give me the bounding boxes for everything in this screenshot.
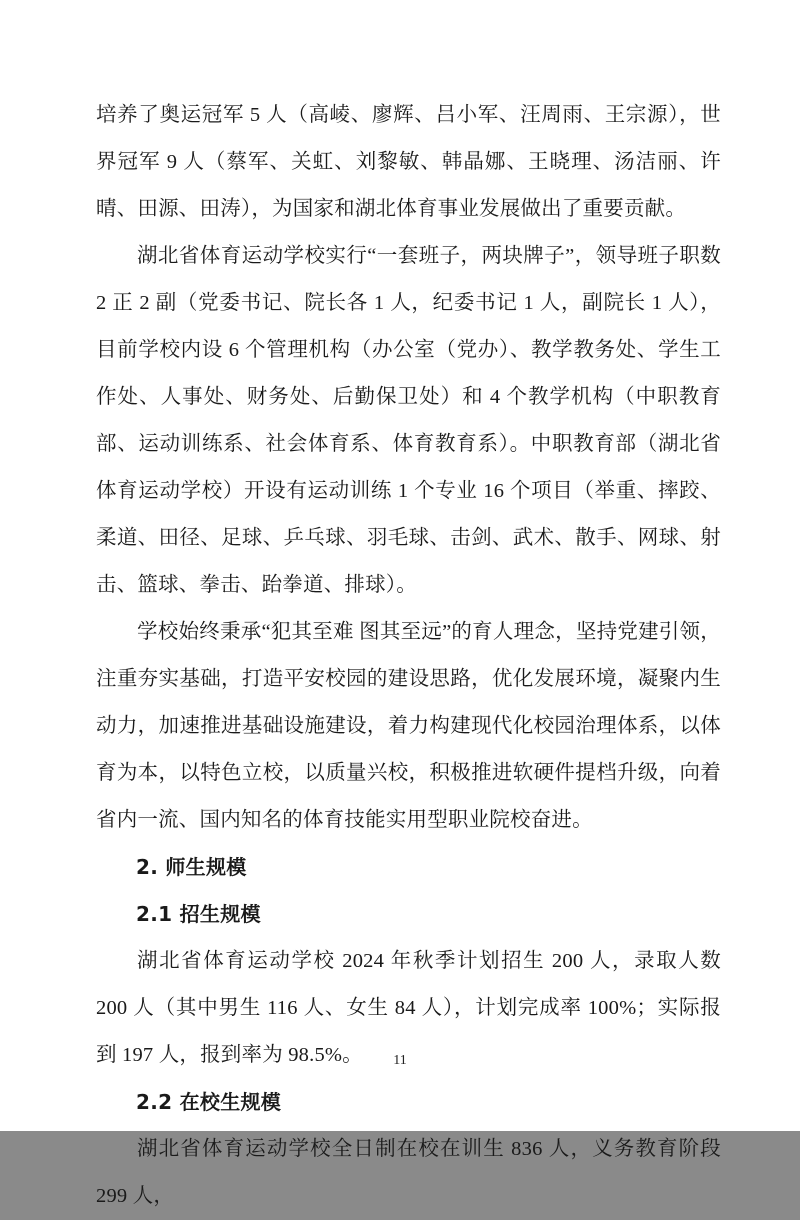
- paragraph-philosophy: 学校始终秉承“犯其至难 图其至远”的育人理念，坚持党建引领，注重夯实基础，打造平安校园的建设思路，优化发展环境，凝聚内生动力，加速推进基础设施建设，着力构建现代化校园治理体系，以体育为本，以特色立校，以质量兴校，积极推进软硬件提档升级，向着省内一流、国内知名的体育技能实用型职业院校奋进。: [96, 621, 721, 831]
- page-number: 11: [393, 1053, 407, 1068]
- paragraph-enrolled-students-figures: 湖北省体育运动学校全日制在校在训生 836 人，义务教育阶段 299 人，: [96, 1138, 721, 1207]
- heading-enrollment-scale: 2.1 招生规模: [136, 902, 261, 926]
- paragraph-enrollment-figures: 湖北省体育运动学校 2024 年秋季计划招生 200 人，录取人数 200 人（其中男生 116 人、女生 84 人），计划完成率 100%；实际报到 197 人，报到率为 98.5%。: [96, 950, 721, 1066]
- heading-enrolled-students-scale: 2.2 在校生规模: [136, 1090, 282, 1114]
- heading-teacher-student-scale: 2. 师生规模: [136, 855, 247, 879]
- paragraph-organization: 湖北省体育运动学校实行“一套班子，两块牌子”，领导班子职数 2 正 2 副（党委书记、院长各 1 人，纪委书记 1 人，副院长 1 人），目前学校内设 6 个管理机构（办公室（党办）、教学教务处、学生工作处、人事处、财务处、后勤保卫处）和 4 个教学机构（中职教育部、运动训练系、社会体育系、体育教育系）。中职教育部（湖北省体育运动学校）开设有运动训练 1 个专业 16 个项目（举重、摔跤、柔道、田径、足球、乒乓球、羽毛球、击剑、武术、散手、网球、射击、篮球、拳击、跆拳道、排球）。: [96, 245, 721, 596]
- page-content: [96, 92, 721, 1220]
- paragraph-achievements: 培养了奥运冠军 5 人（高崚、廖辉、吕小军、汪周雨、王宗源），世界冠军 9 人（蔡军、关虹、刘黎敏、韩晶娜、王晓理、汤洁丽、许晴、田源、田涛），为国家和湖北体育事业发展做出了重要贡献。: [96, 104, 721, 220]
